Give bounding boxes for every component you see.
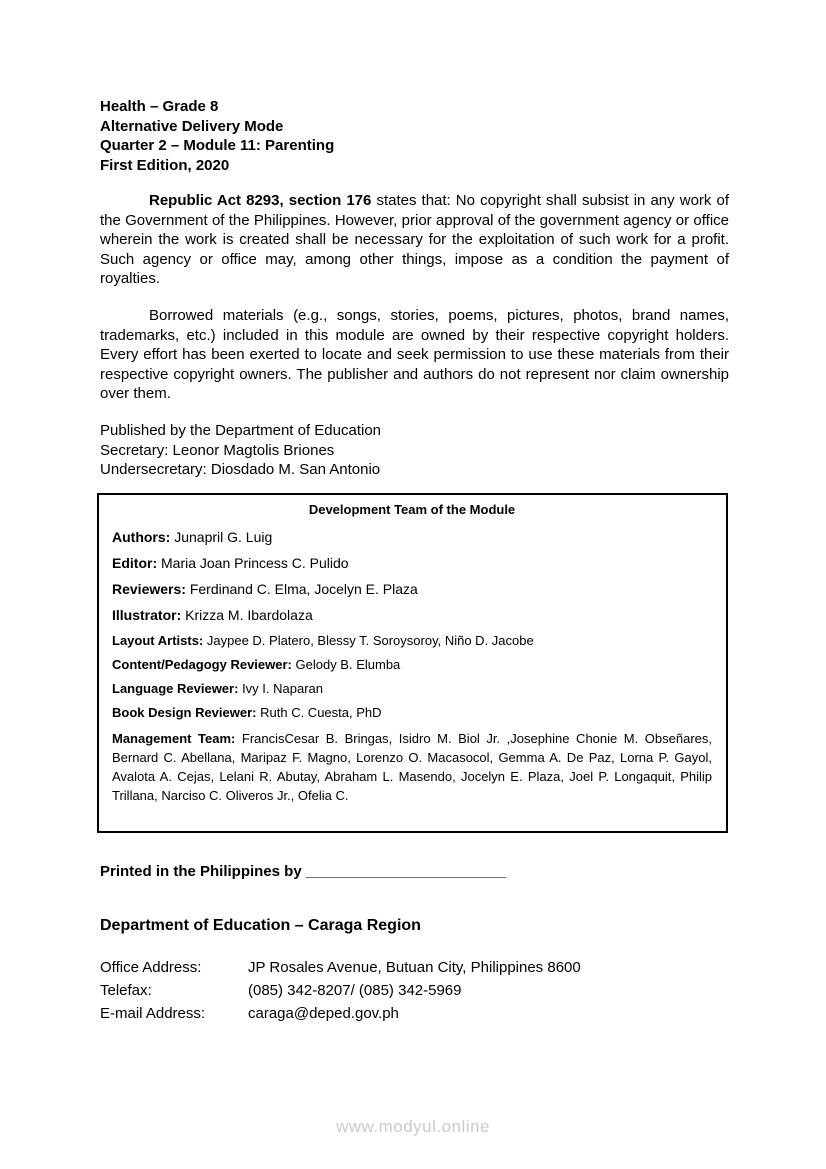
team-member-names: Gelody B. Elumba bbox=[295, 657, 401, 672]
team-role-label: Editor: bbox=[112, 555, 158, 571]
management-team-label: Management Team: bbox=[112, 731, 236, 746]
secretary-line: Secretary: Leonor Magtolis Briones bbox=[100, 441, 335, 459]
heading-line-edition: First Edition, 2020 bbox=[100, 156, 230, 174]
team-member-names: Maria Joan Princess C. Pulido bbox=[161, 555, 349, 571]
contact-value: JP Rosales Avenue, Butuan City, Philippines 8600 bbox=[248, 959, 581, 976]
heading-line-mode: Alternative Delivery Mode bbox=[100, 117, 284, 135]
team-role-label: Layout Artists: bbox=[112, 633, 204, 648]
team-row-layout-artists bbox=[112, 633, 712, 649]
team-role-label: Book Design Reviewer: bbox=[112, 705, 257, 720]
team-role-label: Authors: bbox=[112, 529, 171, 545]
management-team-paragraph bbox=[112, 729, 712, 805]
team-row-illustrator bbox=[112, 607, 712, 624]
department-region-heading: Department of Education – Caraga Region bbox=[100, 917, 421, 934]
development-team-box bbox=[97, 493, 728, 833]
contact-row-email bbox=[100, 1002, 581, 1025]
contact-label: E-mail Address: bbox=[100, 1005, 206, 1022]
team-row-authors bbox=[112, 529, 712, 546]
contact-label: Telefax: bbox=[100, 982, 152, 999]
republic-act-text: states that: No copyright shall subsist in any work of the Government of the Philippines. However, prior approval of the government agency or office wherein the work is created shall be necessary for the exploitation of such work for a profit. Such agency or office may, among other things, impose as a condition the payment of royalties. bbox=[100, 192, 729, 288]
contact-value: (085) 342-8207/ (085) 342-5969 bbox=[248, 982, 462, 999]
contact-label: Office Address: bbox=[100, 959, 202, 976]
contact-info-block bbox=[100, 956, 581, 1025]
team-row-book-design-reviewer bbox=[112, 705, 712, 721]
contact-row-office-address bbox=[100, 956, 581, 979]
module-heading-block bbox=[100, 97, 334, 175]
team-member-names: Krizza M. Ibardolaza bbox=[185, 607, 313, 623]
dev-team-title: Development Team of the Module bbox=[308, 502, 516, 517]
team-member-names: Ruth C. Cuesta, PhD bbox=[260, 705, 382, 720]
team-row-editor bbox=[112, 555, 712, 572]
site-watermark: www.modyul.online bbox=[335, 1117, 490, 1136]
team-member-names: Jaypee D. Platero, Blessy T. Soroysoroy, Niño D. Jacobe bbox=[206, 633, 534, 648]
team-member-names: Ivy I. Naparan bbox=[242, 681, 323, 696]
copyright-paragraph-2: Borrowed materials (e.g., songs, stories, poems, pictures, photos, brand names, trademarks, etc.) included in this module are owned by their respective copyright holders. Every effort has been exerted to locate and seek permission to use these materials from their respective copyright owners. The publisher and authors do not represent nor claim ownership over them. bbox=[100, 307, 729, 403]
team-member-names: Junapril G. Luig bbox=[174, 529, 273, 545]
team-role-label: Content/Pedagogy Reviewer: bbox=[112, 657, 292, 672]
heading-line-subject: Health – Grade 8 bbox=[100, 98, 219, 115]
team-row-content-reviewer bbox=[112, 657, 712, 673]
heading-line-module: Quarter 2 – Module 11: Parenting bbox=[100, 137, 335, 154]
team-role-label: Reviewers: bbox=[112, 581, 186, 597]
printer-blank-line: ________________________ bbox=[301, 863, 507, 880]
copyright-paragraph-1 bbox=[100, 191, 729, 289]
published-block bbox=[100, 421, 381, 480]
contact-value: caraga@deped.gov.ph bbox=[248, 1005, 399, 1022]
undersecretary-line: Undersecretary: Diosdado M. San Antonio bbox=[100, 461, 381, 479]
team-row-language-reviewer bbox=[112, 681, 712, 697]
contact-row-telefax bbox=[100, 979, 581, 1002]
published-line: Published by the Department of Education bbox=[100, 422, 382, 439]
team-role-label: Illustrator: bbox=[112, 607, 182, 623]
printed-label: Printed in the Philippines by bbox=[100, 863, 302, 880]
team-member-names: Ferdinand C. Elma, Jocelyn E. Plaza bbox=[189, 581, 418, 597]
republic-act-bold-lead: Republic Act 8293, section 176 bbox=[149, 192, 372, 209]
management-team-names: FrancisCesar B. Bringas, Isidro M. Biol Jr. ,Josephine Chonie M. Obseñares, Bernard C. Abellana, Maripaz F. Magno, Lorenzo O. Macasocol, Gemma A. De Paz, Lorna P. Gayol, Avalota A. Cejas, Lelani R. Abutay, Abraham L. Masendo, Jocelyn E. Plaza, Joel P. Longaquit, Philip Trillana, Narciso C. Oliveros Jr., Ofelia C. bbox=[112, 731, 712, 803]
printed-in-philippines-line bbox=[100, 863, 506, 880]
team-row-reviewers bbox=[112, 581, 712, 598]
team-role-label: Language Reviewer: bbox=[112, 681, 239, 696]
